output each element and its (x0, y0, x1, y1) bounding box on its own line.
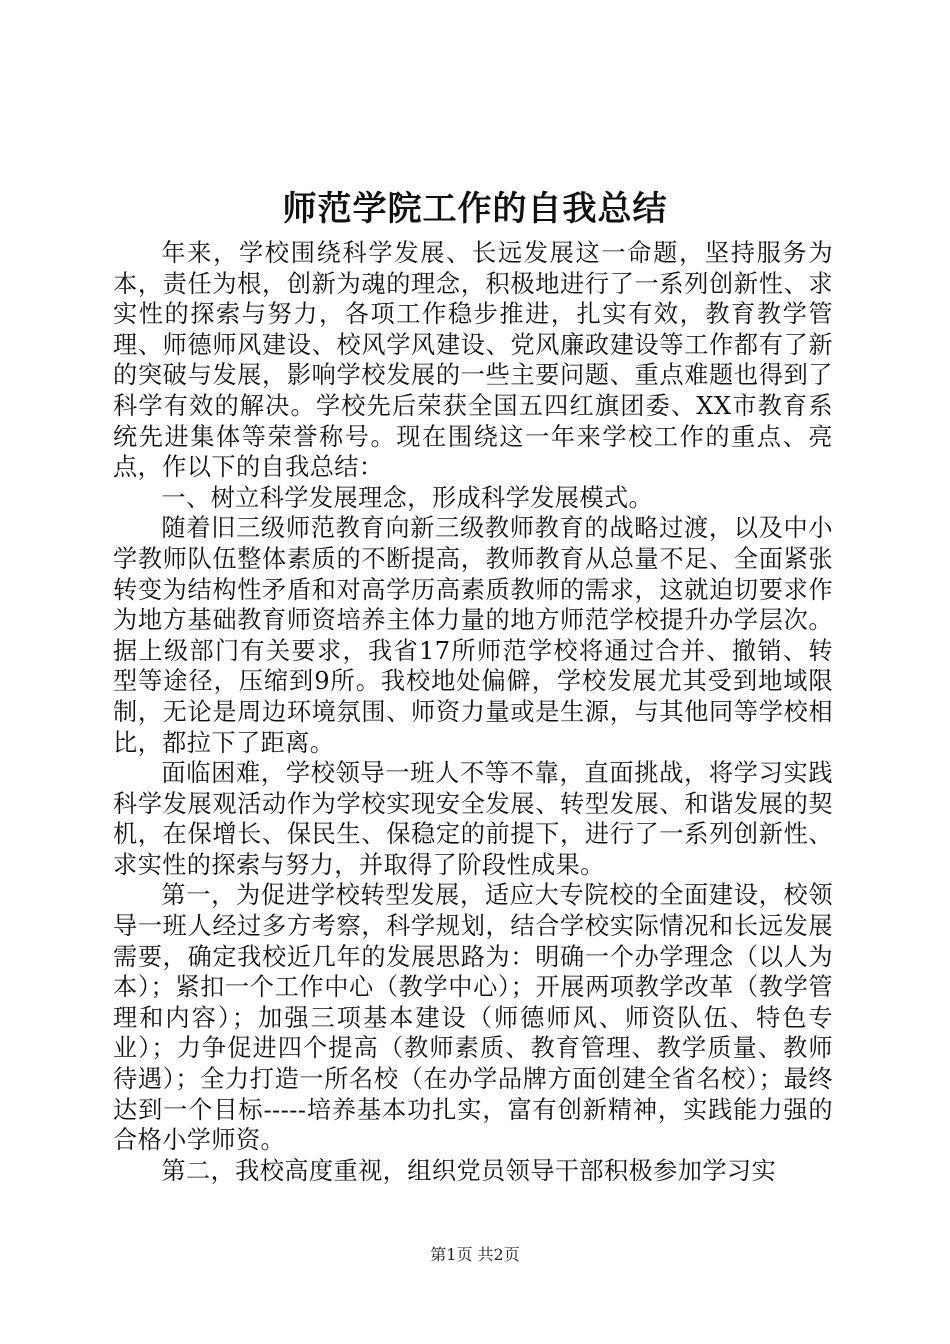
paragraph-background: 随着旧三级师范教育向新三级教师教育的战略过渡，以及中小学教师队伍整体素质的不断提高，教师教育从总量不足、全面紧张转变为结构性矛盾和对高学历高素质教师的需求，这就迫切要求作为地方基础教育师资培养主体力量的地方师范学校提升办学层次。据上级部门有关要求，我省17所师范学校将通过合并、撤销、转型等途径，压缩到9所。我校地处偏僻，学校发展尤其受到地域限制，无论是周边环境氛围、师资力量或是生源，与其他同等学校相比，都拉下了距离。 (113, 514, 833, 757)
page-footer: 第1页 共2页 (430, 1245, 520, 1264)
document-title: 师范学院工作的自我总结 (282, 189, 668, 229)
document-body (113, 238, 833, 1186)
paragraph-challenges: 面临困难，学校领导一班人不等不靠，直面挑战，将学习实践科学发展观活动作为学校实现安全发展、转型发展、和谐发展的契机，在保增长、保民生、保稳定的前提下，进行了一系列创新性、求实性的探索与努力，并取得了阶段性成果。 (113, 759, 833, 879)
paragraph-section-heading: 一、树立科学发展理念，形成科学发展模式。 (161, 483, 654, 512)
paragraph-intro: 年来，学校围绕科学发展、长远发展这一命题，坚持服务为本，责任为根，创新为魂的理念，积极地进行了一系列创新性、求实性的探索与努力，各项工作稳步推进，扎实有效，教育教学管理、师德师风建设、校风学风建设、党风廉政建设等工作都有了新的突破与发展，影响学校发展的一些主要问题、重点难题也得到了科学有效的解决。学校先后荣获全国五四红旗团委、XX市教育系统先进集体等荣誉称号。现在围绕这一年来学校工作的重点、亮点，作以下的自我总结： (113, 239, 833, 482)
paragraph-second-point: 第二，我校高度重视，组织党员领导干部积极参加学习实 (161, 1156, 777, 1185)
paragraph-first-point: 第一，为促进学校转型发展，适应大专院校的全面建设，校领导一班人经过多方考察，科学规划，结合学校实际情况和长远发展需要，确定我校近几年的发展思路为：明确一个办学理念（以人为本）；紧扣一个工作中心（教学中心）；开展两项教学改革（教学管理和内容）；加强三项基本建设（师德师风、师资队伍、特色专业）；力争促进四个提高（教师素质、教育管理、教学质量、教师待遇）；全力打造一所名校（在办学品牌方面创建全省名校）；最终达到一个目标-----培养基本功扎实，富有创新精神，实践能力强的合格小学师资。 (113, 881, 833, 1155)
